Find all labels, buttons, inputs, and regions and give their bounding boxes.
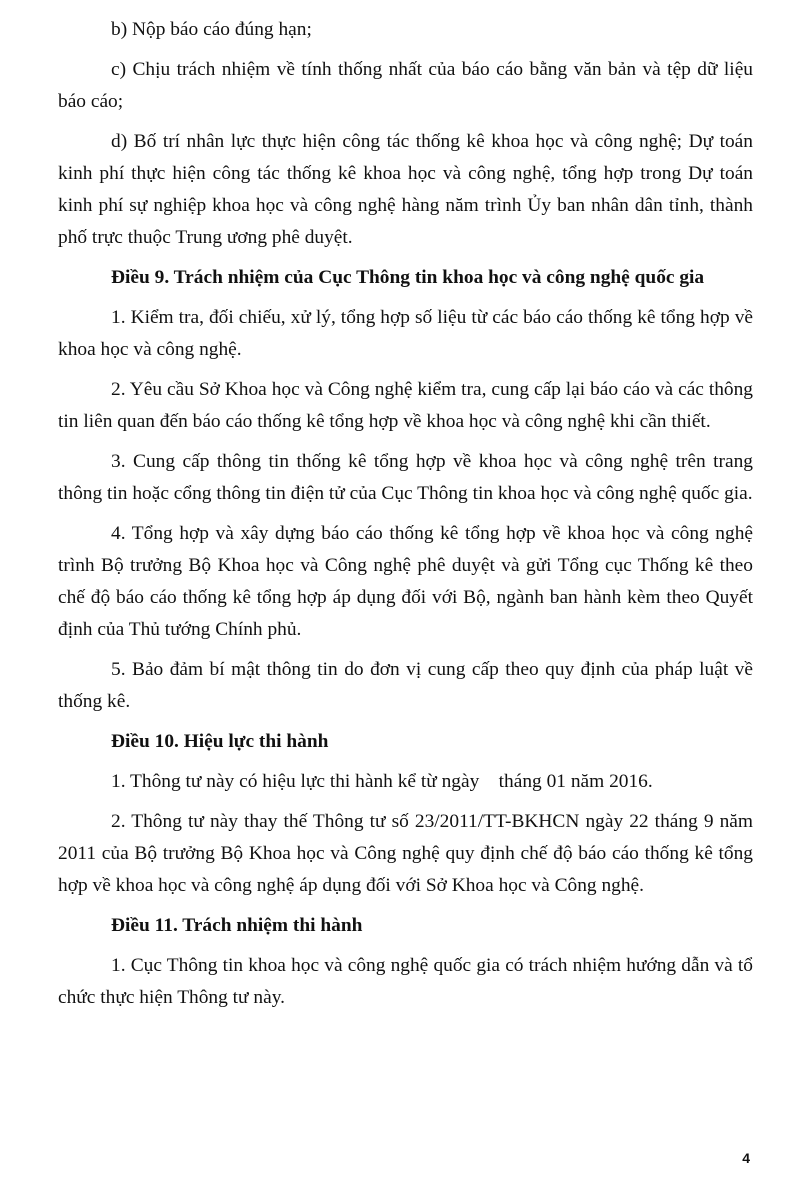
article-9-heading: Điều 9. Trách nhiệm của Cục Thông tin khoa học và công nghệ quốc gia (111, 267, 705, 288)
page-number: 4 (742, 1150, 750, 1166)
article-9-clause-1: 1. Kiểm tra, đối chiếu, xử lý, tổng hợp số liệu từ các báo cáo thống kê tổng hợp về khoa học và công nghệ. (58, 307, 753, 360)
paragraph-item-c: c) Chịu trách nhiệm về tính thống nhất của báo cáo bằng văn bản và tệp dữ liệu báo cáo; (58, 59, 753, 112)
paragraph-item-d: d) Bố trí nhân lực thực hiện công tác thống kê khoa học và công nghệ; Dự toán kinh phí thực hiện công tác thống kê khoa học và công nghệ, tổng hợp trong Dự toán kinh phí sự nghiệp khoa học và công nghệ hàng năm trình Ủy ban nhân dân tỉnh, thành phố trực thuộc Trung ương phê duyệt. (58, 131, 753, 248)
document-body (58, 14, 753, 1022)
article-10-clause-2: 2. Thông tư này thay thế Thông tư số 23/2011/TT-BKHCN ngày 22 tháng 9 năm 2011 của Bộ trưởng Bộ Khoa học và Công nghệ quy định chế độ báo cáo thống kê tổng hợp về khoa học và công nghệ áp dụng đối với Sở Khoa học và Công nghệ. (58, 811, 753, 896)
article-9-clause-5: 5. Bảo đảm bí mật thông tin do đơn vị cung cấp theo quy định của pháp luật về thống kê. (58, 659, 753, 712)
article-10-heading: Điều 10. Hiệu lực thi hành (111, 731, 329, 752)
article-9-clause-3: 3. Cung cấp thông tin thống kê tổng hợp về khoa học và công nghệ trên trang thông tin hoặc cổng thông tin điện tử của Cục Thông tin khoa học và công nghệ quốc gia. (58, 451, 753, 504)
article-11-clause-1: 1. Cục Thông tin khoa học và công nghệ quốc gia có trách nhiệm hướng dẫn và tổ chức thực hiện Thông tư này. (58, 955, 753, 1008)
article-11-heading: Điều 11. Trách nhiệm thi hành (111, 915, 363, 936)
paragraph-item-b: b) Nộp báo cáo đúng hạn; (111, 19, 312, 40)
article-10-clause-1: 1. Thông tư này có hiệu lực thi hành kể từ ngày tháng 01 năm 2016. (111, 771, 653, 792)
article-9-clause-4: 4. Tổng hợp và xây dựng báo cáo thống kê tổng hợp về khoa học và công nghệ trình Bộ trưởng Bộ Khoa học và Công nghệ phê duyệt và gửi Tổng cục Thống kê theo chế độ báo cáo thống kê tổng hợp áp dụng đối với Bộ, ngành ban hành kèm theo Quyết định của Thủ tướng Chính phủ. (58, 523, 753, 640)
article-9-clause-2: 2. Yêu cầu Sở Khoa học và Công nghệ kiểm tra, cung cấp lại báo cáo và các thông tin liên quan đến báo cáo thống kê tổng hợp về khoa học và công nghệ khi cần thiết. (58, 379, 753, 432)
